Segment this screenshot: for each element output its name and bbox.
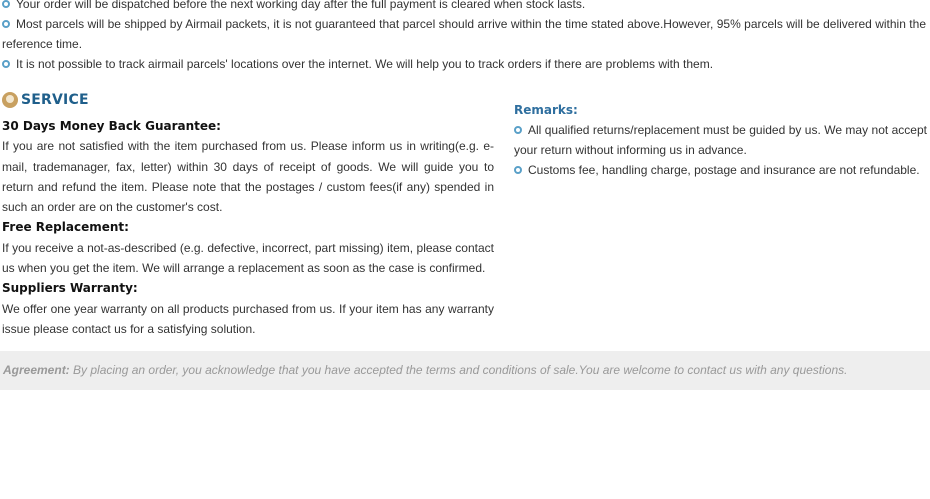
circle-bullet-icon (2, 20, 10, 28)
section-text: If you are not satisfied with the item purchased from us. Please inform us in writing(e.g. e-mail, trademanager, fax, letter) within 30 days of receipt of goods. We will guide you to return and refund the item. Please note that the postages / custom fees(if any) spended in such an order are on the customer's cost. (2, 139, 494, 215)
section-text: We offer one year warranty on all products purchased from us. If your item has any warranty issue please contact us for a satisfying solution. (2, 301, 494, 336)
service-sections (2, 116, 494, 339)
list-item (514, 160, 927, 180)
circle-bullet-icon (2, 0, 10, 8)
list-item (2, 14, 926, 54)
note-text: Most parcels will be shipped by Airmail packets, it is not guaranteed that parcel should arrive within the time stated above.However, 95% parcels will be delivered within the reference time. (2, 17, 926, 51)
service-person-icon (2, 92, 18, 108)
service-header (2, 89, 89, 111)
section-text: If you receive a not-as-described (e.g. defective, incorrect, part missing) item, please contact us when you get the item. We will arrange a replacement as soon as the case is confirmed. (2, 240, 494, 276)
remark-text: Customs fee, handling charge, postage and insurance are not refundable. (528, 163, 920, 177)
agreement-text: By placing an order, you acknowledge that you have accepted the terms and conditions of sale.You are welcome to contact us with any questions. (69, 363, 848, 377)
agreement-bar (0, 351, 930, 390)
shipping-notes (2, 0, 926, 74)
note-text: It is not possible to track airmail parcels' locations over the internet. We will help you to track orders if there are problems with them. (16, 57, 714, 71)
remarks-title: Remarks: (514, 103, 578, 117)
list-item (2, 54, 926, 74)
circle-bullet-icon (514, 166, 522, 174)
section-heading: 30 Days Money Back Guarantee: (2, 119, 221, 133)
section-heading: Suppliers Warranty: (2, 281, 138, 296)
service-title: SERVICE (21, 92, 89, 108)
remarks-panel (514, 100, 927, 180)
note-text: Your order will be dispatched before the next working day after the full payment is cleared when stock lasts. (16, 0, 586, 11)
agreement-label: Agreement: (3, 363, 70, 377)
circle-bullet-icon (514, 126, 522, 134)
remark-text: All qualified returns/replacement must be guided by us. We may not accept your return without informing us in advance. (514, 123, 927, 157)
list-item (514, 120, 927, 160)
section-heading: Free Replacement: (2, 220, 129, 235)
list-item (2, 0, 926, 14)
circle-bullet-icon (2, 60, 10, 68)
